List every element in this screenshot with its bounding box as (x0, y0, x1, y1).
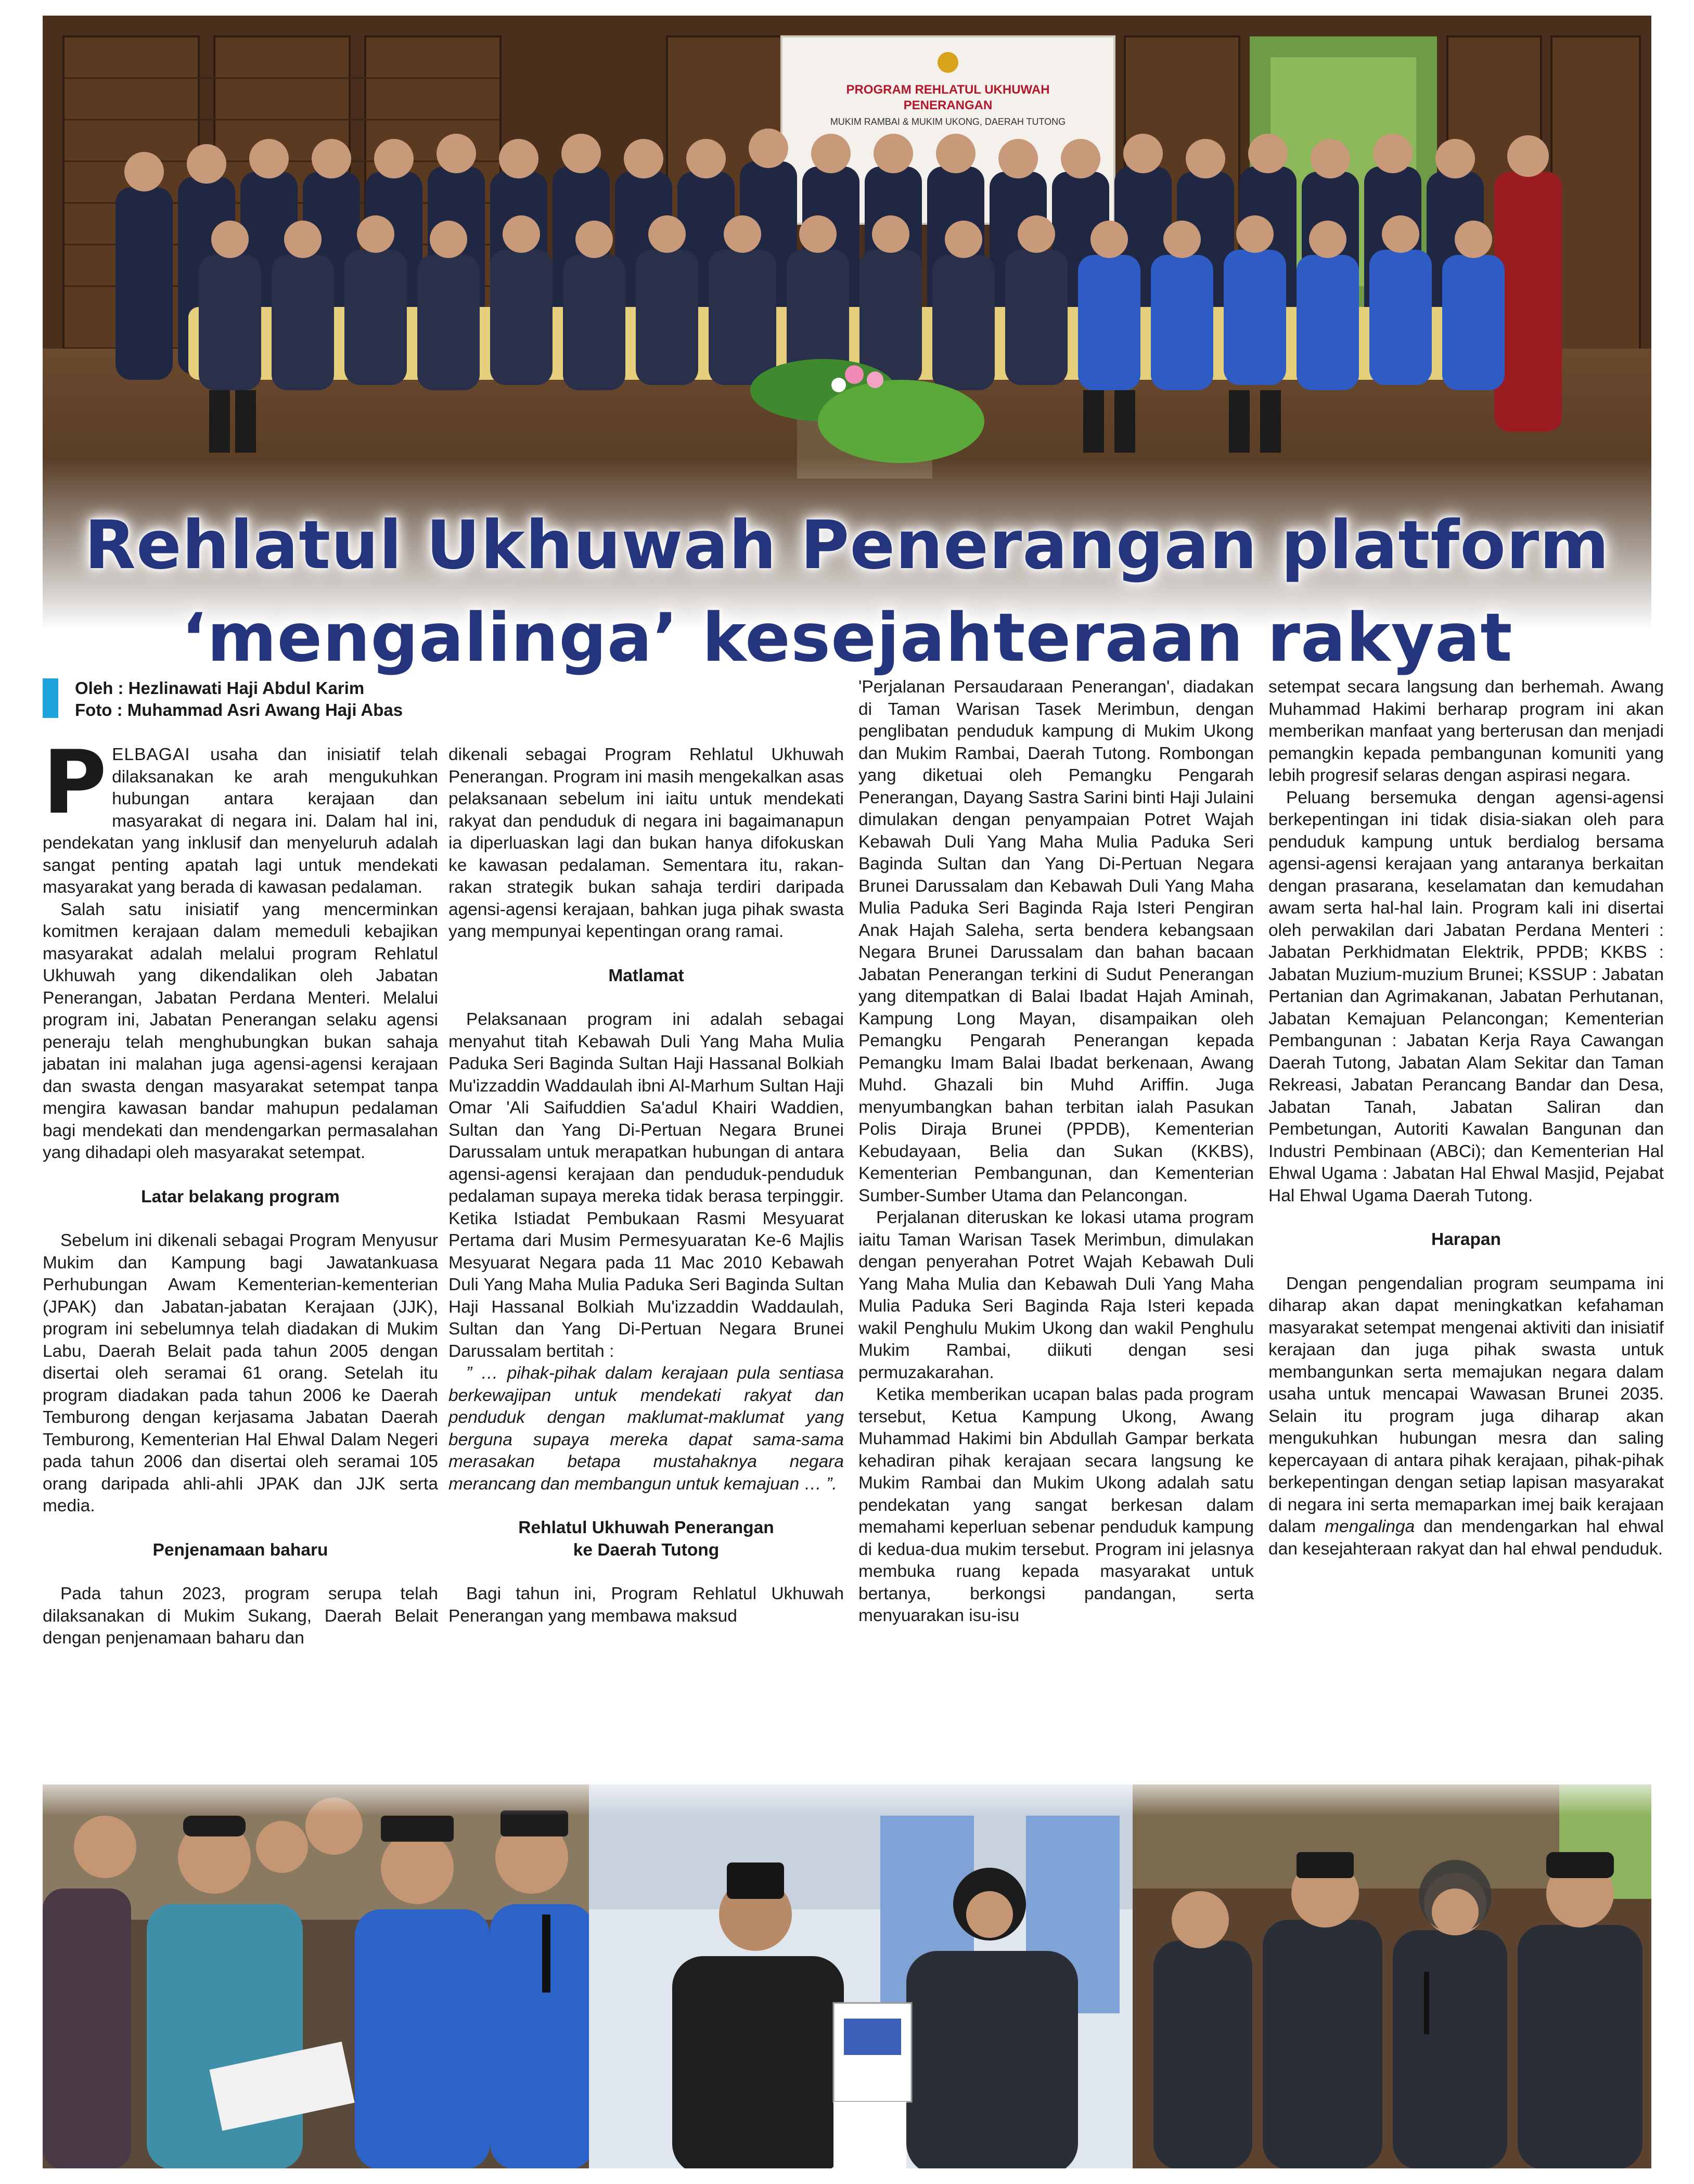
paragraph: Salah satu inisiatif yang mencerminkan komitmen kerajaan dalam memeduli kebajikan masyarakat adalah melalui program Rehlatul Ukhuwah yang dikendalikan oleh Jabatan Penerangan, Jabatan Perdana Menteri. Melalui program ini, Jabatan Penerangan selaku agensi peneraju telah menghubungkan bukan sahaja jabatan ini malahan juga agensi-agensi kerajaan dan swasta dengan masyarakat setempat tanpa mengira kawasan bandar mahupun pedalaman bagi mendekati dan mendengarkan permasalahan yang dihadapi oleh masyarakat setempat. (43, 900, 438, 1162)
microphone-icon (542, 1915, 550, 1993)
officials-photo-illustration (1133, 1784, 1651, 2168)
lead-text: usaha dan inisiatif telah dilaksanakan ke arah mengukuhkan hubungan antara kerajaan dan masyarakat di negara ini. Dalam hal ini, pendekatan yang inklusif dan menyeluruh adalah sangat penting apatah lagi untuk mendekati masyarakat yang berada di kawasan pedalaman. (43, 745, 438, 897)
photo-officials-seated (1133, 1784, 1651, 2168)
heading-line-1: Rehlatul Ukhuwah Penerangan (518, 1518, 774, 1537)
photo-strip-top-fade (43, 1769, 1651, 1816)
paragraph: dikenali sebagai Program Rehlatul Ukhuwah Penerangan. Program ini masih mengekalkan asas pelaksanaan sebelum ini iaitu untuk mendekati rakyat dan penduduk di negara ini bagaimanapun ia diperluaskan lagi dan bukan hanya difokuskan ke kawasan pedalaman. Sementara itu, rakan-rakan strategik bukan sahaja terdiri daripada agensi-agensi kerajaan, bahkan juga pihak swasta yang mempunyai kepentingan orang ramai. (448, 745, 844, 941)
paragraph: Peluang bersemuka dengan agensi-agensi berkepentingan ini tidak disia-siakan oleh para penduduk kampung untuk berdialog bersama agensi-agensi kerajaan yang antaranya berkaitan dengan prasarana, keselamatan dan kemudahan awam serta hal-hal lain. Program kali ini disertai oleh perwakilan dari Jabatan Perdana Menteri : Jabatan Perkhidmatan Elektrik, PPDB; KKBS : Jabatan Muzium-muzium Brunei; KSSUP : Jabatan Pertanian dan Agrimakanan, Jabatan Perhutanan, Jabatan Kemajuan Pelancongan; Kementerian Pembangunan : Jabatan Kerja Raya Cawangan Daerah Tutong, Jabatan Alam Sekitar dan Taman Rekreasi, Jabatan Perancang Bandar dan Desa, Jabatan Tanah, Jabatan Saliran dan Pembetungan, Autoriti Kawalan Bangunan dan Industri Pembinaan (ABCi); dan Kementerian Hal Ehwal Ugama : Jabatan Hal Ehwal Masjid, Pejabat Hal Ehwal Ugama Daerah Tutong. (1268, 788, 1664, 1205)
article-column-2 (448, 744, 844, 1627)
paragraph-text: Dengan pengendalian program seumpama ini diharap akan dapat meningkatkan kefahaman masyarakat setempat mengenai aktiviti dan inisiatif kerajaan dan juga pihak swasta untuk membangunkan serta memajukan negara dalam usaha untuk mencapai Wawasan Brunei 2035. Selain itu program juga diharap akan mengukuhkan hubungan mesra dan saling kepercayaan di antara pihak kerajaan, pihak-pihak berkepentingan dengan setiap lapisan masyarakat di negara ini serta memaparkan imej baik kerajaan dalam (1268, 1274, 1664, 1536)
section-heading: Harapan (1431, 1230, 1502, 1249)
section-heading: Matlamat (608, 966, 684, 985)
section-heading: Latar belakang program (141, 1187, 340, 1206)
paragraph (1268, 1273, 1664, 1561)
lead-word: ELBAGAI (112, 745, 190, 764)
paragraph: Bagi tahun ini, Program Rehlatul Ukhuwah Penerangan yang membawa maksud (448, 1584, 844, 1626)
photo-handover (589, 1784, 1133, 2168)
paragraph: 'Perjalanan Persaudaraan Penerangan', diadakan di Taman Warisan Tasek Merimbun, dengan penglibatan penduduk kampung di Mukim Ukong dan Mukim Rambai, Daerah Tutong. Rombongan yang diketuai oleh Pemangku Pengarah Penerangan, Dayang Sastra Sarini binti Haji Julaini dimulakan dengan penyampaian Potret Wajah Kebawah Duli Yang Maha Mulia Paduka Seri Baginda Sultan dan Yang Di-Pertuan Negara Brunei Darussalam dan Kebawah Duli Yang Maha Mulia Paduka Seri Baginda Raja Isteri Pengiran Anak Hajah Saleha, serta bendera kebangsaan Negara Brunei Darussalam dan bahan bacaan Jabatan Penerangan terkini di Sudut Penerangan yang ditempatkan di Balai Ibadat Hajah Aminah, Kampung Long Mayan, disampaikan oleh Pemangku Pengarah Penerangan kepada Pemangku Imam Balai Ibadat berkenaan, Awang Muhd. Ghazali bin Muhd Ariffin. Juga menyumbangkan bahan terbitan ialah Pasukan Polis Diraja Brunei (PPDB), Kementerian Kebudayaan, Belia dan Sukan (KKBS), Kementerian Pembangunan, dan Kementerian Sumber-Sumber Utama dan Pelancongan. (858, 677, 1254, 1205)
paragraph-text: dan mendengarkan hal ehwal dan kesejahteraan rakyat dan hal ehwal penduduk. (1268, 1517, 1664, 1559)
headline (43, 499, 1651, 685)
paragraph: setempat secara langsung dan berhemah. Awang Muhammad Hakimi berharap program ini akan memberikan manfaat yang berterusan dan menjadi pemangkin kepada pembangunan komuniti yang lebih progresif selaras dengan aspirasi negara. (1268, 677, 1664, 785)
headline-line-1: Rehlatul Ukhuwah Penerangan platform (84, 507, 1610, 584)
paragraph: Pada tahun 2023, program serupa telah dilaksanakan di Mukim Sukang, Daerah Belait dengan penjenamaan baharu dan (43, 1584, 438, 1648)
drop-cap: P (43, 731, 107, 833)
section-heading (448, 1517, 844, 1561)
photo-villagers-dialogue (43, 1784, 589, 2168)
lead-paragraph (43, 731, 438, 899)
headline-line-2: ‘mengalinga’ kesejahteraan rakyat (181, 599, 1513, 677)
paragraph: Sebelum ini dikenali sebagai Program Menyusur Mukim dan Kampung bagi Jawatankuasa Perhubungan Awam Kementerian-kementerian (JPAK) dan Jabatan-jabatan Kerajaan (JJK), program ini sebelumnya telah diadakan di Mukim Labu, Daerah Belait pada tahun 2005 dengan disertai oleh seramai 61 orang. Setelah itu program diadakan pada tahun 2006 ke Daerah Temburong dengan kerjasama Jabatan Daerah Temburong, Kementerian Hal Ehwal Dalam Negeri pada tahun 2006 dan disertai oleh seramai 105 orang daripada ahli-ahli JPAK dan JJK serta media. (43, 1231, 438, 1515)
byline (43, 677, 459, 719)
emphasis-word: mengalinga (1325, 1517, 1415, 1536)
microphone-icon (1424, 1972, 1429, 2034)
article-column-1 (43, 731, 438, 1650)
heading-line-2: ke Daerah Tutong (573, 1540, 720, 1560)
byline-text (75, 677, 403, 721)
villagers-photo-illustration (43, 1784, 589, 2168)
article-column-4 (1268, 676, 1664, 1560)
paragraph: Pelaksanaan program ini adalah sebagai menyahut titah Kebawah Duli Yang Maha Mulia Paduka Seri Baginda Sultan Haji Hassanal Bolkiah Mu'izzaddin Waddaulah ibni Al-Marhum Sultan Haji Omar 'Ali Saifuddien Sa'adul Khairi Waddien, Sultan dan Yang Di-Pertuan Negara Brunei Darussalam untuk merapatkan hubungan di antara agensi-agensi kerajaan dan penduduk-penduduk pedalaman supaya mereka tidak berasa terpinggir. Ketika Istiadat Pembukaan Rasmi Mesyuarat Pertama dari Musim Permesyuaratan Ke-6 Majlis Mesyuarat Negara pada 11 Mac 2010 Kebawah Duli Yang Maha Mulia Paduka Seri Baginda Sultan Haji Hassanal Bolkiah Mu'izzaddin Waddaulah, Sultan dan Yang Di-Pertuan Negara Brunei Darussalam bertitah : (448, 1010, 844, 1361)
handover-photo-illustration (589, 1784, 1133, 2168)
byline-author: Oleh : Hezlinawati Haji Abdul Karim (75, 678, 365, 698)
royal-quote: ” … pihak-pihak dalam kerajaan pula sentiasa berkewajipan untuk mendekati rakyat dan penduduk dengan maklumat-maklumat yang berguna supaya mereka dapat sama-sama merasakan betapa mustahaknya negara merancang dan membangun untuk kemajuan … ”. (448, 1364, 844, 1494)
paragraph: Perjalanan diteruskan ke lokasi utama program iaitu Taman Warisan Tasek Merimbun, dimulakan dengan penyerahan Potret Wajah Kebawah Duli Yang Maha Mulia dan Kebawah Duli Yang Maha Mulia Paduka Seri Baginda Raja Isteri kepada wakil Penghulu Mukim Ukong dan wakil Penghulu Mukim Rambai, diikuti dengan sesi permuzakarahan. (858, 1208, 1254, 1382)
byline-photo-credit: Foto : Muhammad Asri Awang Haji Abas (75, 700, 403, 720)
paragraph: Ketika memberikan ucapan balas pada program tersebut, Ketua Kampung Ukong, Awang Muhammad Hakimi bin Abdullah Gampar berkata kehadiran pihak kerajaan secara langsung ke Mukim Rambai dan Mukim Ukong adalah satu pendekatan yang sangat berkesan dalam memahami keperluan sebenar penduduk kampung di kedua-dua mukim tersebut. Program ini jelasnya membuka ruang kepada masyarakat untuk bertanya, berkongsi pandangan, serta menyuarakan isu-isu (858, 1385, 1254, 1625)
article-column-3 (858, 676, 1254, 1627)
section-heading: Penjenamaan baharu (152, 1540, 328, 1560)
byline-accent-bar (43, 678, 58, 718)
